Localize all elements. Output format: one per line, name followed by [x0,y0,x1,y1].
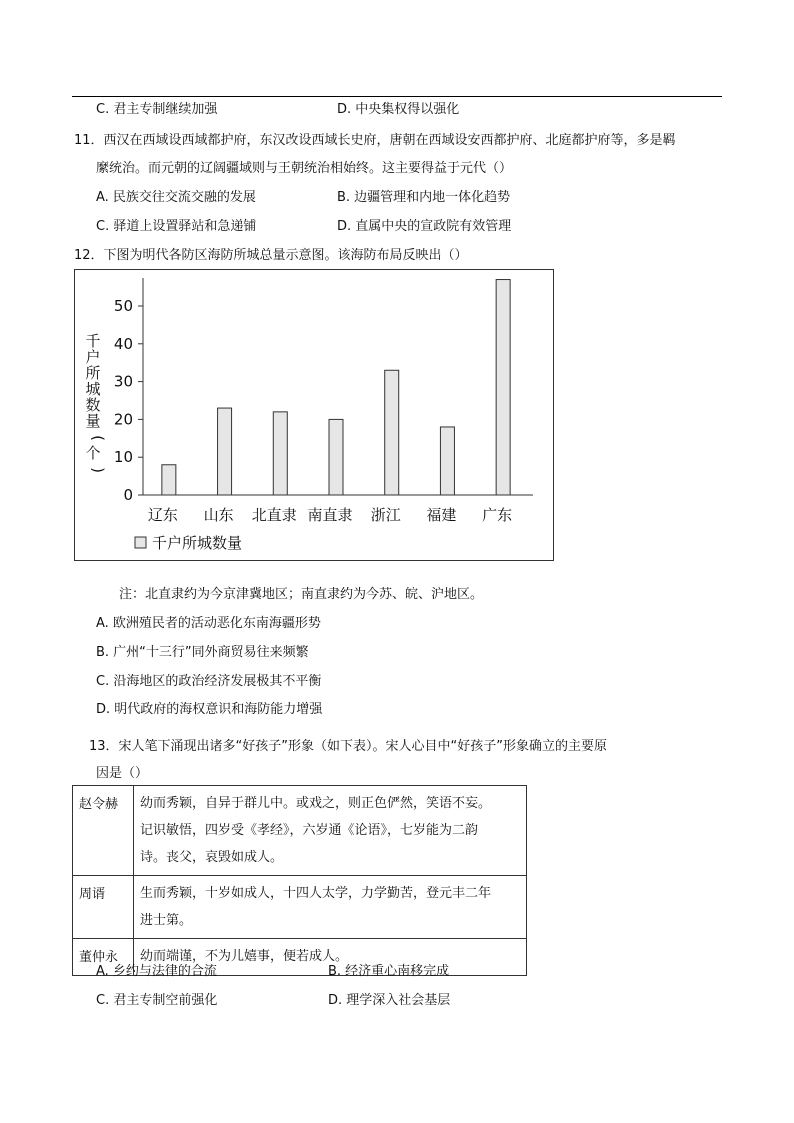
q13-stem-line2: 因是（） [96,766,149,781]
bar-福建 [440,427,454,495]
header-rule [72,96,722,97]
y-axis-label-char: 户 [85,348,101,366]
bar-北直隶 [273,412,287,495]
bar-广东 [496,280,510,495]
bar-chart [75,270,553,560]
table-cell-name: 周谞 [73,876,134,939]
y-axis-label-char: 城 [85,380,101,398]
q12-option-d[interactable]: D. 明代政府的海权意识和海防能力增强 [96,702,323,717]
legend-label: 千户所城数量 [152,534,243,552]
x-tick-label: 福建 [426,506,457,524]
x-tick-label: 浙江 [370,506,401,524]
y-axis-label-char: ( [89,435,107,441]
q11-option-a[interactable]: A. 民族交往交流交融的发展 [96,190,256,205]
q12-option-b[interactable]: B. 广州“十三行”同外商贸易往来频繁 [96,645,309,660]
y-tick-label: 0 [123,486,133,504]
y-tick-label: 30 [113,372,133,391]
q12-option-c[interactable]: C. 沿海地区的政治经济发展极其不平衡 [96,674,322,689]
y-tick-label: 50 [113,297,133,315]
q10-option-c[interactable]: C. 君主专制继续加强 [96,102,218,117]
table-cell-line: 生而秀颖，十岁如成人，十四人太学，力学勤苦，登元丰二年 [140,886,492,901]
q10-option-d[interactable]: D. 中央集权得以强化 [337,102,460,117]
table-row [73,876,527,939]
q13-option-d[interactable]: D. 理学深入社会基层 [328,993,451,1008]
x-tick-label: 南直隶 [307,506,353,524]
q13-stem-line1: 13．宋人笔下涌现出诸多“好孩子”形象（如下表）。宋人心目中“好孩子”形象确立的主要原 [89,739,607,754]
table-row [73,786,527,876]
table-cell-line: 幼而端谨，不为儿嬉事，便若成人。 [140,949,349,964]
table-cell-line: 幼而秀颖，自异于群儿中。或戏之，则正色俨然，笑语不妄。 [140,796,492,811]
q11-option-b[interactable]: B. 边疆管理和内地一体化趋势 [337,190,511,205]
q12-note: 注：北直隶约为今京津冀地区；南直隶约为今苏、皖、沪地区。 [119,587,484,602]
y-axis-label-char: 数 [85,396,101,414]
q13-table [72,785,527,976]
q12-stem: 12．下图为明代各防区海防所城总量示意图。该海防布局反映出（） [74,248,468,263]
q12-option-a[interactable]: A. 欧洲殖民者的活动恶化东南海疆形势 [96,616,321,631]
y-axis-label-char: 所 [85,364,101,382]
x-tick-label: 广东 [482,506,513,524]
y-tick-label: 40 [113,334,133,353]
y-axis-label-char: ) [89,467,107,473]
x-tick-label: 北直隶 [251,506,297,524]
chart-frame [74,269,554,561]
q13-option-c[interactable]: C. 君主专制空前强化 [96,993,218,1008]
y-axis-label-char: 量 [85,412,101,430]
y-axis-label-char: 千 [85,332,101,350]
q13-option-a[interactable]: A. 乡约与法律的合流 [96,964,217,979]
table-cell-line: 记识敏悟，四岁受《孝经》，六岁通《论语》，七岁能为二韵 [140,823,479,838]
table-cell-name: 赵令赫 [73,786,134,876]
q11-option-d[interactable]: D. 直属中央的宣政院有效管理 [337,219,512,234]
y-tick-label: 10 [113,448,133,467]
x-tick-label: 辽东 [147,506,178,524]
q11-option-c[interactable]: C. 驿道上设置驿站和急递铺 [96,219,257,234]
x-tick-label: 山东 [203,506,234,524]
bar-辽东 [162,465,176,495]
table-cell-line: 进士第。 [140,913,193,928]
y-tick-label: 20 [113,410,133,429]
table-cell-text [134,786,527,876]
q11-stem-line2: 縻统治。而元朝的辽阔疆域则与王朝统治相始终。这主要得益于元代（） [96,161,513,176]
q13-option-b[interactable]: B. 经济重心南移完成 [328,964,450,979]
bar-南直隶 [329,419,343,495]
y-axis-label-char: 个 [85,444,101,462]
bar-浙江 [385,370,399,495]
q11-stem-line1: 11．西汉在西域设西域都护府，东汉改设西域长史府，唐朝在西域设安西都护府、北庭都护府等，多是羁 [74,133,676,148]
table-cell-name: 董仲永 [73,939,134,976]
table-cell-line: 诗。丧父，哀毁如成人。 [140,850,284,865]
legend-swatch [135,537,146,548]
table-cell-text [134,876,527,939]
bar-山东 [218,408,232,495]
